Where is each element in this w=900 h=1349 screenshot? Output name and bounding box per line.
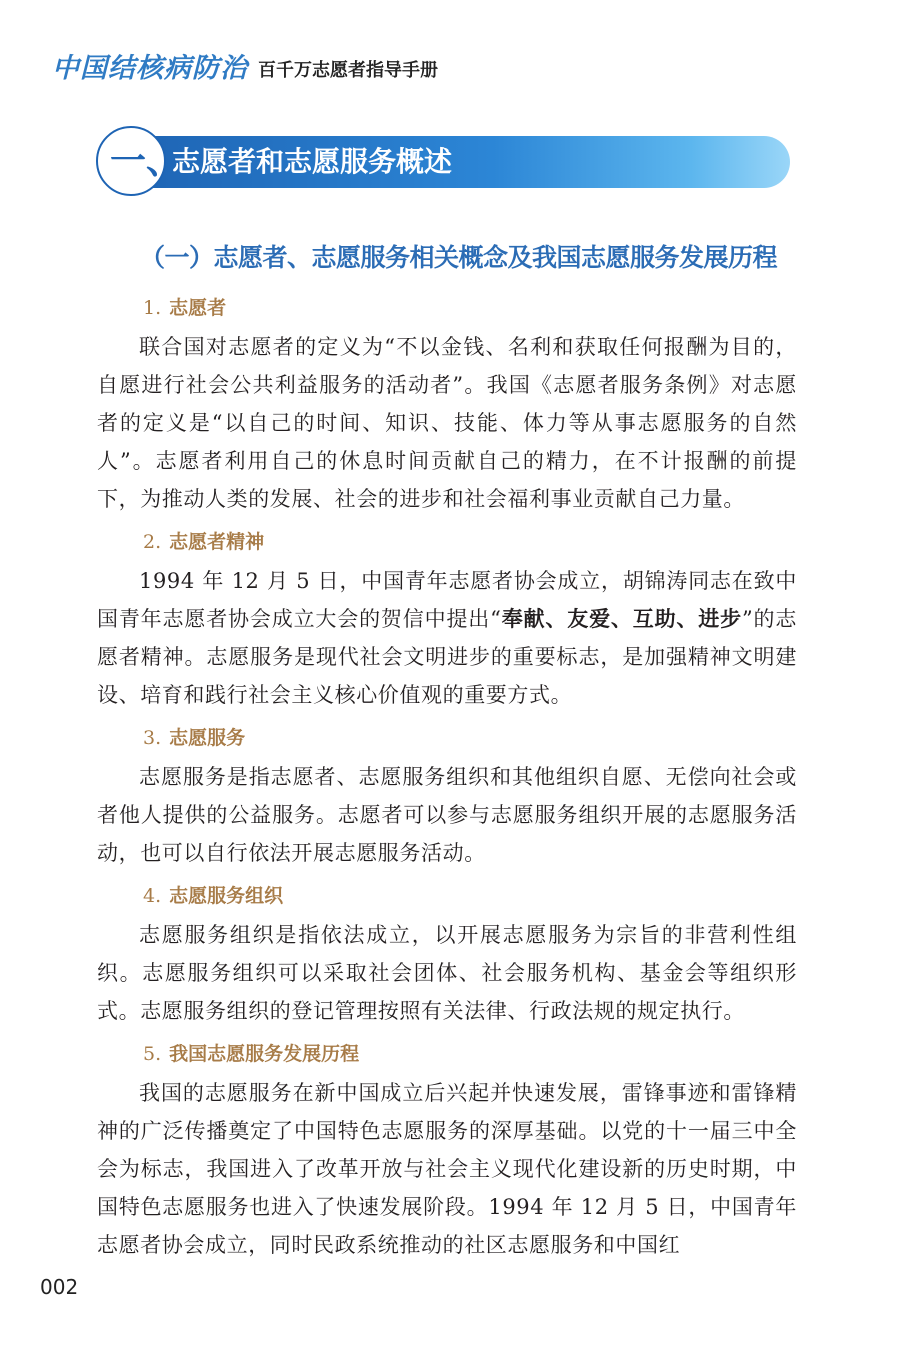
paragraph <box>97 562 797 714</box>
brand-logo-text: 中国结核病防治 <box>52 53 248 84</box>
item-heading <box>143 1034 797 1074</box>
paragraph: 志愿服务组织是指依法成立，以开展志愿服务为宗旨的非营利性组织。志愿服务组织可以采取社会团体、社会服务机构、基金会等组织形式。志愿服务组织的登记管理按照有关法律、行政法规的规定执行。 <box>97 923 797 1023</box>
item-number: 1. <box>143 297 162 319</box>
item-heading <box>143 718 797 758</box>
item-heading <box>143 876 797 916</box>
section-number: 一、 <box>110 141 183 182</box>
item-title: 志愿服务 <box>169 727 246 749</box>
item-number: 2. <box>143 531 162 553</box>
running-header <box>52 42 438 82</box>
paragraph: 联合国对志愿者的定义为“不以金钱、名利和获取任何报酬为目的，自愿进行社会公共利益服务的活动者”。我国《志愿者服务条例》对志愿者的定义是“以自己的时间、知识、技能、体力等从事志愿服务的自然人”。志愿者利用自己的休息时间贡献自己的精力，在不计报酬的前提下，为推动人类的发展、社会的进步和社会福利事业贡献自己力量。 <box>97 335 797 511</box>
section-banner <box>100 136 790 188</box>
page-number: 002 <box>40 1275 79 1299</box>
item-number: 3. <box>143 727 162 749</box>
subsection-title: （一）志愿者、志愿服务相关概念及我国志愿服务发展历程 <box>140 243 778 272</box>
emphasis-text: 奉献、友爱、互助、进步 <box>501 607 742 631</box>
item-title: 我国志愿服务发展历程 <box>169 1043 360 1065</box>
paragraph: 我国的志愿服务在新中国成立后兴起并快速发展，雷锋事迹和雷锋精神的广泛传播奠定了中国特色志愿服务的深厚基础。以党的十一届三中全会为标志，我国进入了改革开放与社会主义现代化建设新的历史时期，中国特色志愿服务也进入了快速发展阶段。1994 年 12 月 5 日，中国青年志愿者协会成立，同时民政系统推动的社区志愿服务和中国红 <box>97 1081 797 1257</box>
paragraph-text: ”的志愿者精神。志愿服务是现代社会文明进步的重要标志，是加强精神文明建设、培育和践行社会主义核心价值观的重要方式。 <box>97 607 797 707</box>
paragraph-text: 1994 年 12 月 5 日，中国青年志愿者协会成立，胡锦涛同志在致中国青年志愿者协会成立大会的贺信中提出“ <box>97 569 797 631</box>
item-title: 志愿者精神 <box>169 531 265 553</box>
body-content <box>97 288 797 1268</box>
handbook-title: 百千万志愿者指导手册 <box>258 60 438 81</box>
item-title: 志愿服务组织 <box>169 885 284 907</box>
item-number: 5. <box>143 1043 162 1065</box>
item-number: 4. <box>143 885 162 907</box>
paragraph: 志愿服务是指志愿者、志愿服务组织和其他组织自愿、无偿向社会或者他人提供的公益服务。志愿者可以参与志愿服务组织开展的志愿服务活动，也可以自行依法开展志愿服务活动。 <box>97 765 797 865</box>
item-heading <box>143 522 797 562</box>
item-title: 志愿者 <box>169 297 227 319</box>
item-heading <box>143 288 797 328</box>
section-title: 志愿者和志愿服务概述 <box>172 145 453 178</box>
